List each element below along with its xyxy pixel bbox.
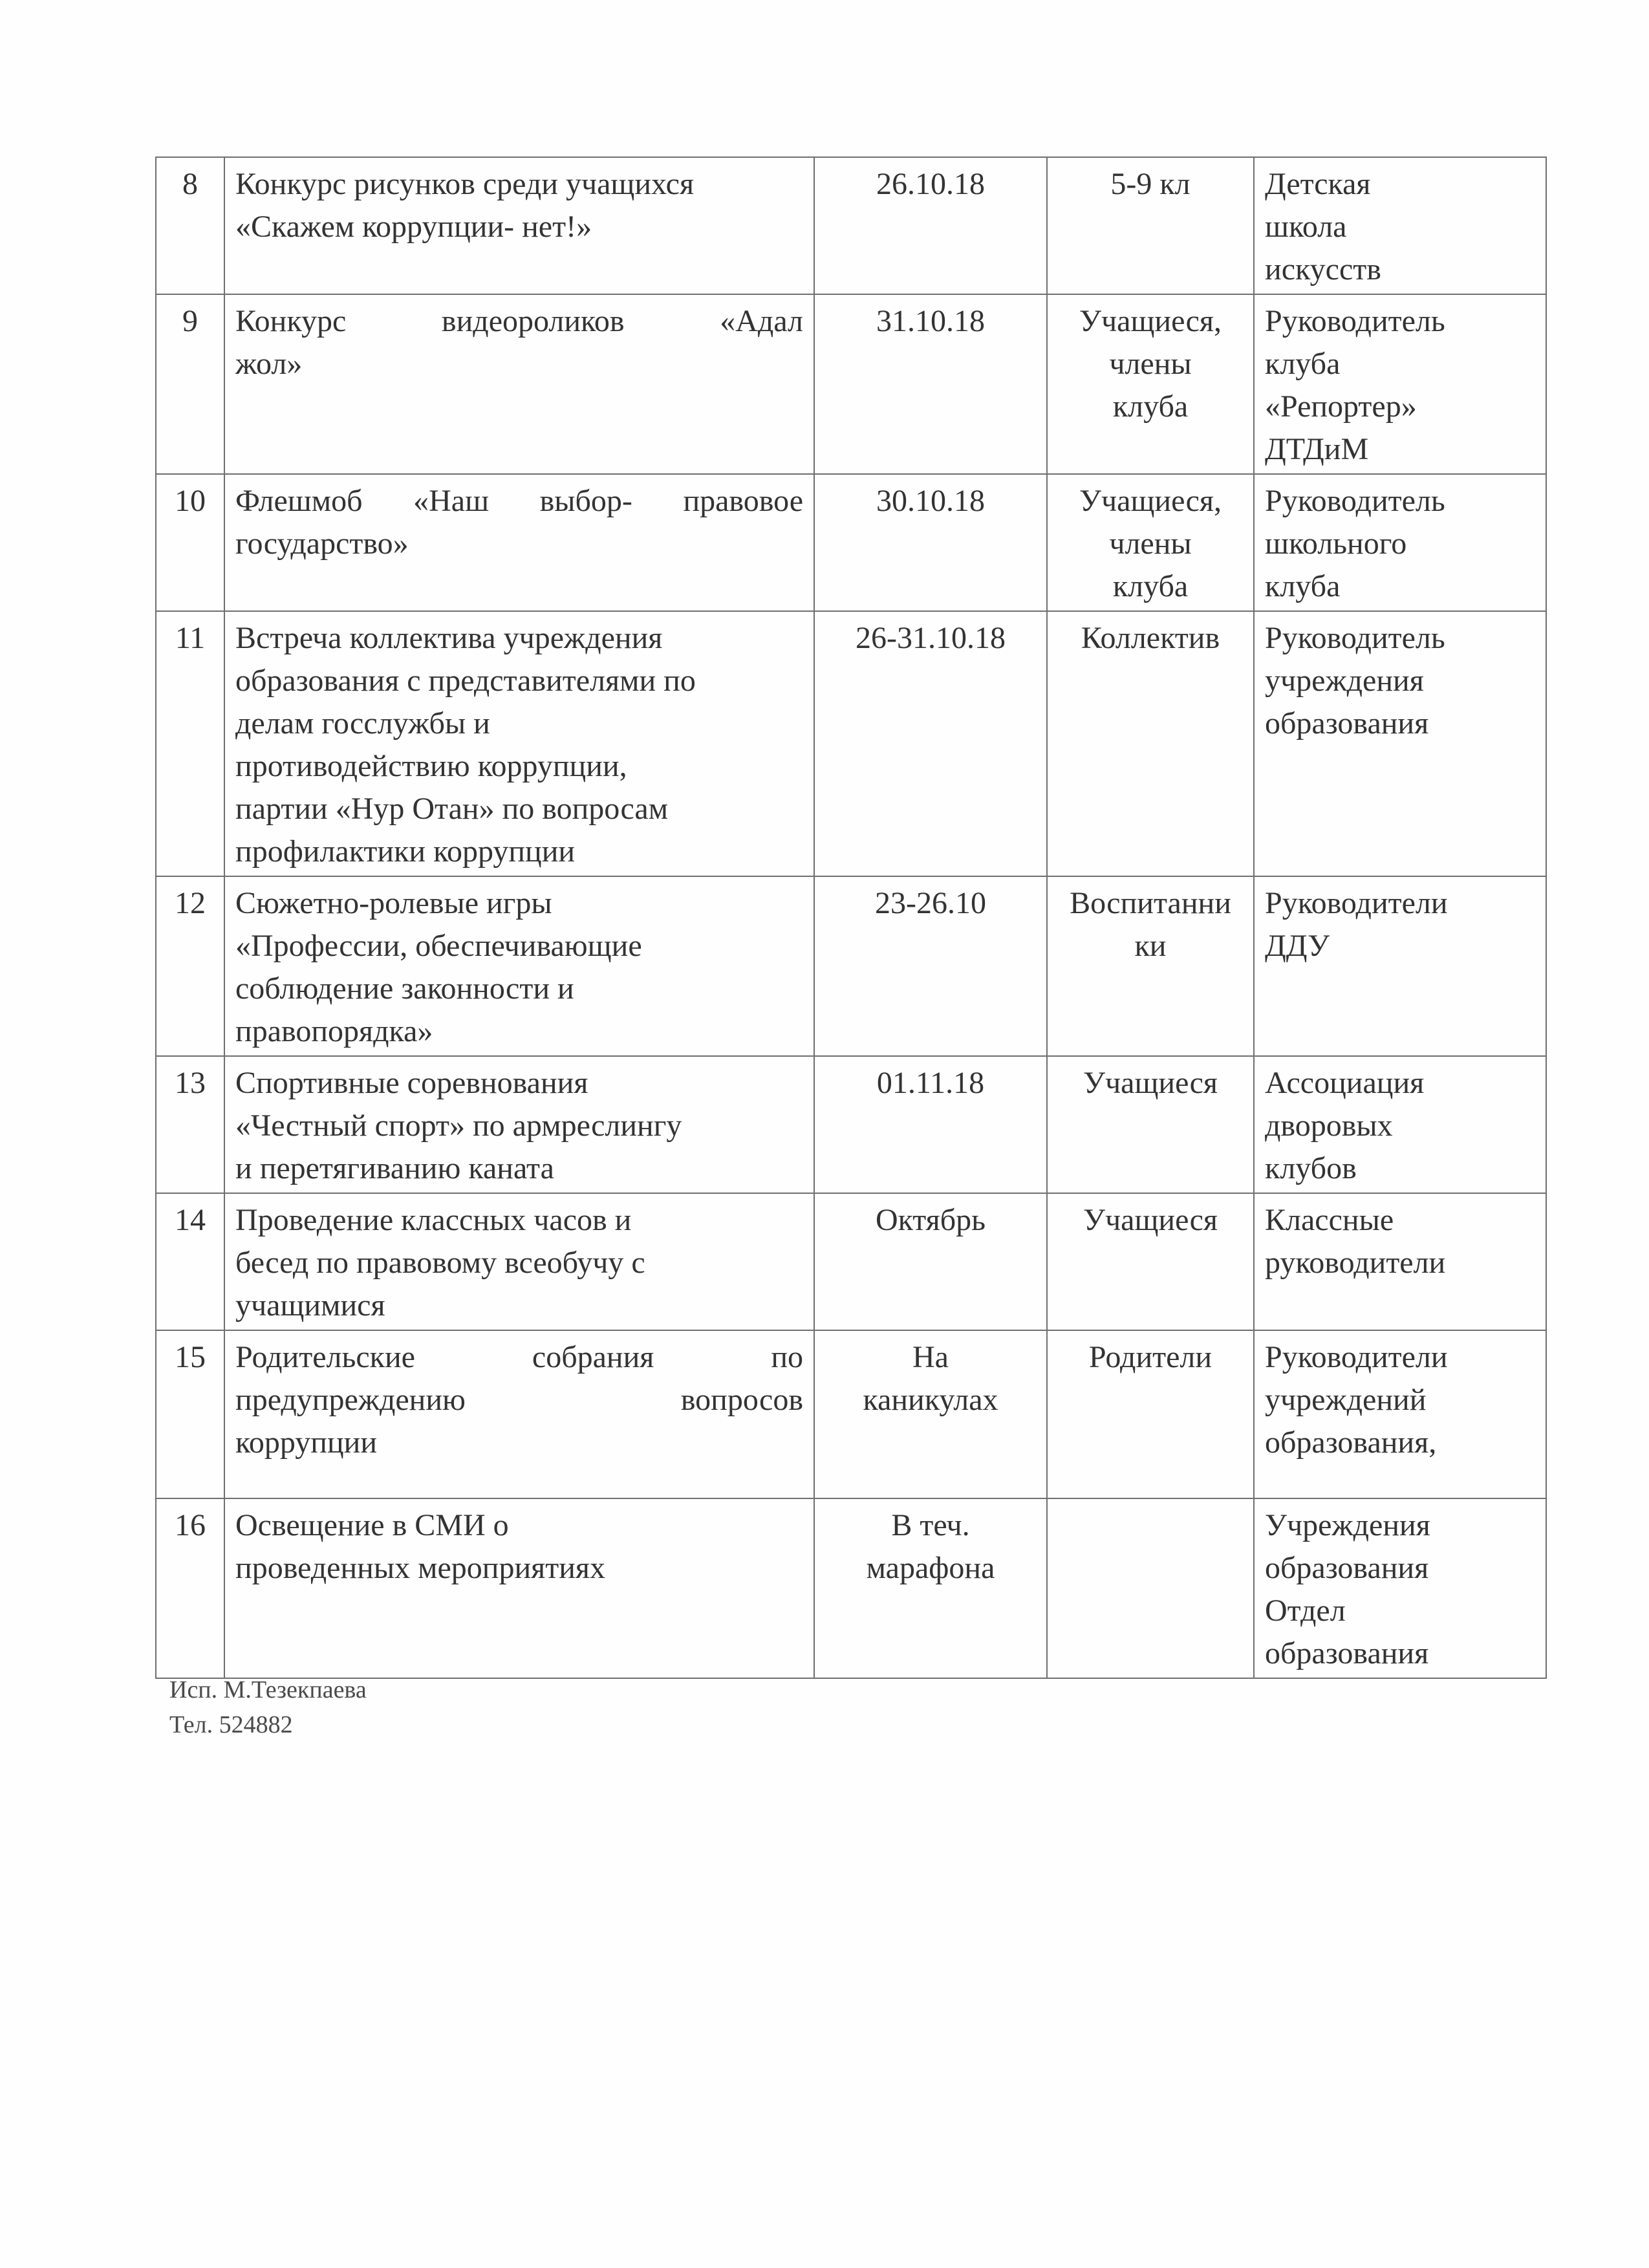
row-number: 16 [156, 1498, 224, 1678]
event-cell-line: Проведение классных часов и [235, 1203, 632, 1237]
event-cell-line: государство» [235, 526, 409, 561]
table-row [156, 1330, 1546, 1498]
date-cell-line: 26-31.10.18 [856, 621, 1006, 655]
event-cell-line: «Честный спорт» по армреслингу [235, 1108, 682, 1143]
participants-cell [1047, 1056, 1254, 1193]
row-number: 10 [156, 474, 224, 611]
participants-cell-line: ки [1134, 929, 1167, 963]
responsible-cell-line: Руководитель [1265, 621, 1445, 655]
date-cell [814, 1193, 1047, 1330]
responsible-cell-line: Руководители [1265, 886, 1448, 920]
date-cell-line: 26.10.18 [876, 167, 985, 201]
participants-cell [1047, 1498, 1254, 1678]
event-cell-line: предупреждению вопросов [235, 1383, 803, 1417]
responsible-cell-line: Ассоциация [1265, 1066, 1425, 1100]
responsible-cell-line: образования [1265, 1636, 1429, 1670]
responsible-cell [1254, 157, 1546, 294]
responsible-cell-line: ДДУ [1265, 929, 1330, 963]
participants-cell [1047, 1193, 1254, 1330]
responsible-cell-line: Руководитель [1265, 484, 1445, 518]
responsible-cell [1254, 1330, 1546, 1498]
event-cell-line: Конкурс видеороликов «Адал [235, 304, 803, 338]
responsible-cell-line: клубов [1265, 1151, 1357, 1185]
participants-cell-line: Воспитанни [1070, 886, 1231, 920]
date-cell-line: 23-26.10 [875, 886, 986, 920]
table-row [156, 294, 1546, 474]
participants-cell-line: члены [1109, 347, 1192, 381]
participants-cell-line: Учащиеся, [1079, 484, 1222, 518]
event-cell-line: соблюдение законности и [235, 971, 574, 1006]
responsible-cell-line: образования, [1265, 1425, 1437, 1460]
executor-phone: Тел. 524882 [169, 1711, 293, 1738]
table-row [156, 1056, 1546, 1193]
date-cell [814, 157, 1047, 294]
row-number: 9 [156, 294, 224, 474]
participants-cell [1047, 611, 1254, 876]
participants-cell [1047, 157, 1254, 294]
participants-cell [1047, 294, 1254, 474]
responsible-cell-line: учреждения [1265, 664, 1424, 698]
date-cell-line: каникулах [863, 1383, 998, 1417]
participants-cell-line: клуба [1112, 389, 1189, 424]
table-row [156, 474, 1546, 611]
event-cell [224, 157, 814, 294]
event-cell-line: жол» [235, 347, 303, 381]
responsible-cell-line: Детская [1265, 167, 1371, 201]
event-cell-line: коррупции [235, 1425, 377, 1460]
participants-cell-line: 5-9 кл [1110, 167, 1191, 201]
date-cell-line: Октябрь [875, 1203, 986, 1237]
participants-cell [1047, 876, 1254, 1056]
responsible-cell [1254, 1498, 1546, 1678]
date-cell-line: 30.10.18 [876, 484, 985, 518]
responsible-cell-line: учреждений [1265, 1383, 1427, 1417]
event-cell-line: Сюжетно-ролевые игры [235, 886, 552, 920]
responsible-cell [1254, 1056, 1546, 1193]
date-cell-line: марафона [866, 1551, 995, 1585]
date-cell [814, 294, 1047, 474]
responsible-cell [1254, 474, 1546, 611]
responsible-cell-line: клуба [1265, 347, 1341, 381]
responsible-cell-line: руководители [1265, 1246, 1446, 1280]
responsible-cell-line: Руководитель [1265, 304, 1445, 338]
executor-name: Исп. М.Тезекпаева [169, 1676, 367, 1703]
row-number: 12 [156, 876, 224, 1056]
responsible-cell-line: искусств [1265, 252, 1381, 286]
table-row [156, 611, 1546, 876]
event-cell-line: и перетягиванию каната [235, 1151, 554, 1185]
event-cell-line: Спортивные соревнования [235, 1066, 588, 1100]
table-row [156, 876, 1546, 1056]
event-cell [224, 876, 814, 1056]
event-cell [224, 1330, 814, 1498]
date-cell-line: На [912, 1340, 949, 1374]
event-cell-line: бесед по правовому всеобучу с [235, 1246, 645, 1280]
events-table-body [156, 157, 1546, 1678]
responsible-cell-line: школьного [1265, 526, 1407, 561]
row-number: 14 [156, 1193, 224, 1330]
event-cell-line: образования с представителями по [235, 664, 696, 698]
row-number: 15 [156, 1330, 224, 1498]
participants-cell-line: Учащиеся, [1079, 304, 1222, 338]
events-table [155, 157, 1547, 1679]
responsible-cell-line: ДТДиМ [1265, 432, 1369, 466]
event-cell [224, 1056, 814, 1193]
table-row [156, 157, 1546, 294]
event-cell [224, 1498, 814, 1678]
date-cell [814, 876, 1047, 1056]
event-cell [224, 294, 814, 474]
event-cell [224, 1193, 814, 1330]
event-cell-line: делам госслужбы и [235, 706, 490, 740]
participants-cell-line: Родители [1088, 1340, 1212, 1374]
event-cell-line: партии «Нур Отан» по вопросам [235, 792, 669, 826]
participants-cell-line: Коллектив [1081, 621, 1220, 655]
row-number: 13 [156, 1056, 224, 1193]
event-cell-line: Встреча коллектива учреждения [235, 621, 663, 655]
date-cell [814, 1330, 1047, 1498]
responsible-cell-line: образования [1265, 706, 1429, 740]
date-cell-line: 31.10.18 [876, 304, 985, 338]
table-row [156, 1193, 1546, 1330]
participants-cell [1047, 1330, 1254, 1498]
responsible-cell [1254, 294, 1546, 474]
event-cell-line: Освещение в СМИ о [235, 1508, 509, 1542]
event-cell-line: Флешмоб «Наш выбор- правовое [235, 484, 803, 518]
date-cell-line: В теч. [891, 1508, 970, 1542]
responsible-cell-line: Классные [1265, 1203, 1394, 1237]
participants-cell-line: Учащиеся [1083, 1066, 1218, 1100]
event-cell [224, 611, 814, 876]
event-cell-line: Родительские собрания по [235, 1340, 803, 1374]
responsible-cell [1254, 1193, 1546, 1330]
row-number: 8 [156, 157, 224, 294]
event-cell-line: «Скажем коррупции- нет!» [235, 210, 592, 244]
row-number: 11 [156, 611, 224, 876]
event-cell-line: «Профессии, обеспечивающие [235, 929, 642, 963]
event-cell [224, 474, 814, 611]
event-cell-line: противодействию коррупции, [235, 749, 627, 783]
document-footer [169, 1672, 367, 1742]
event-cell-line: правопорядка» [235, 1014, 433, 1048]
date-cell [814, 474, 1047, 611]
responsible-cell-line: образования [1265, 1551, 1429, 1585]
date-cell [814, 611, 1047, 876]
responsible-cell [1254, 611, 1546, 876]
responsible-cell-line: дворовых [1265, 1108, 1393, 1143]
event-cell-line: проведенных мероприятиях [235, 1551, 605, 1585]
date-cell [814, 1498, 1047, 1678]
participants-cell-line: члены [1109, 526, 1192, 561]
date-cell [814, 1056, 1047, 1193]
date-cell-line: 01.11.18 [876, 1066, 985, 1100]
event-cell-line: профилактики коррупции [235, 834, 576, 869]
participants-cell [1047, 474, 1254, 611]
responsible-cell-line: Отдел [1265, 1593, 1346, 1628]
responsible-cell-line: Руководители [1265, 1340, 1448, 1374]
table-row [156, 1498, 1546, 1678]
participants-cell-line: Учащиеся [1083, 1203, 1218, 1237]
responsible-cell-line: клуба [1265, 569, 1341, 603]
responsible-cell [1254, 876, 1546, 1056]
responsible-cell-line: «Репортер» [1265, 389, 1417, 424]
participants-cell-line: клуба [1112, 569, 1189, 603]
responsible-cell-line: школа [1265, 210, 1347, 244]
responsible-cell-line: Учреждения [1265, 1508, 1430, 1542]
event-cell-line: учащимися [235, 1288, 385, 1323]
event-cell-line: Конкурс рисунков среди учащихся [235, 167, 695, 201]
